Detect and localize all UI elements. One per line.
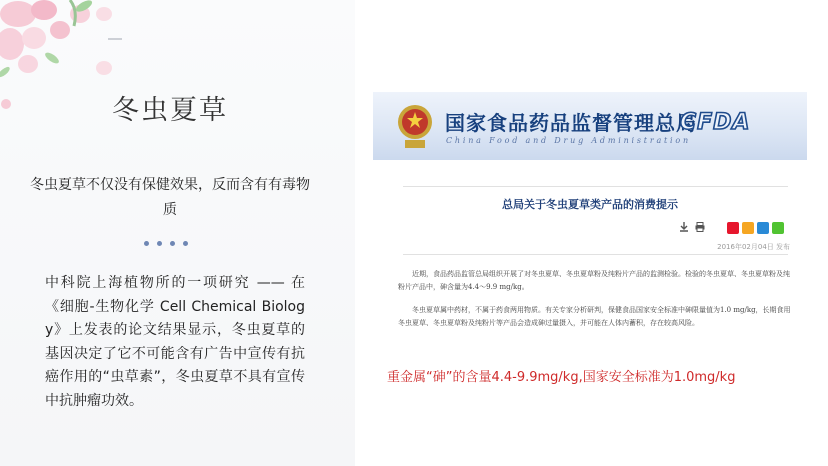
download-icon[interactable] [679,222,689,232]
org-name: 国家食品药品监督管理总局 [445,111,697,135]
subtitle: 冬虫夏草不仅没有保健效果，反而含有有毒物质 [30,177,310,218]
qzone-icon[interactable] [742,222,754,234]
share-buttons [727,222,784,234]
body-text: 中科院上海植物所的一项研究 —— 在《细胞-生物化学 Cell Chemical Biology》上发表的论文结果显示，冬虫夏草的基因决定了它不可能含有广告中宣传有抗癌作用的“虫草素”，冬虫夏草不具有宣传中抗肿瘤功效。 [45,275,305,409]
highlight-text: 重金属“砷”的含量4.4-9.9mg/kg,国家安全标准为1.0mg/kg [387,370,736,385]
divider [403,254,788,255]
cfda-logo: CFDA [680,110,751,135]
page-tools [679,222,705,232]
dot [144,241,149,246]
page-title: 冬虫夏草 [112,95,228,126]
divider [403,186,788,187]
notice-paragraph: 冬虫夏草属中药材，不属于药食两用物质。有关专家分析研判，保健食品国家安全标准中砷限量值为1.0 mg/kg，长期食用冬虫夏草、冬虫夏草粉及纯粉片等产品会造成砷过量摄入，并可能在人体内蓄积，存在较高风险。 [398,306,791,327]
emblem-icon [395,100,435,152]
notice-screenshot [373,92,807,436]
print-icon[interactable] [695,222,705,232]
dot [170,241,175,246]
wechat-icon[interactable] [772,222,784,234]
dot [183,241,188,246]
star-icon[interactable] [757,222,769,234]
publish-date: 2016年02月04日 发布 [717,243,790,251]
notice-title: 总局关于冬虫夏草类产品的消费提示 [502,198,678,211]
cfda-banner [373,92,807,160]
org-name-en: China Food and Drug Administration [446,136,691,145]
left-panel [0,0,355,466]
dot [157,241,162,246]
notice-paragraph: 近期，食品药品监管总局组织开展了对冬虫夏草、冬虫夏草粉及纯粉片产品的监测检验。检验的冬虫夏草、冬虫夏草粉及纯粉片产品中，砷含量为4.4～9.9 mg/kg。 [398,270,790,291]
weibo-icon[interactable] [727,222,739,234]
dots-divider [144,241,188,247]
